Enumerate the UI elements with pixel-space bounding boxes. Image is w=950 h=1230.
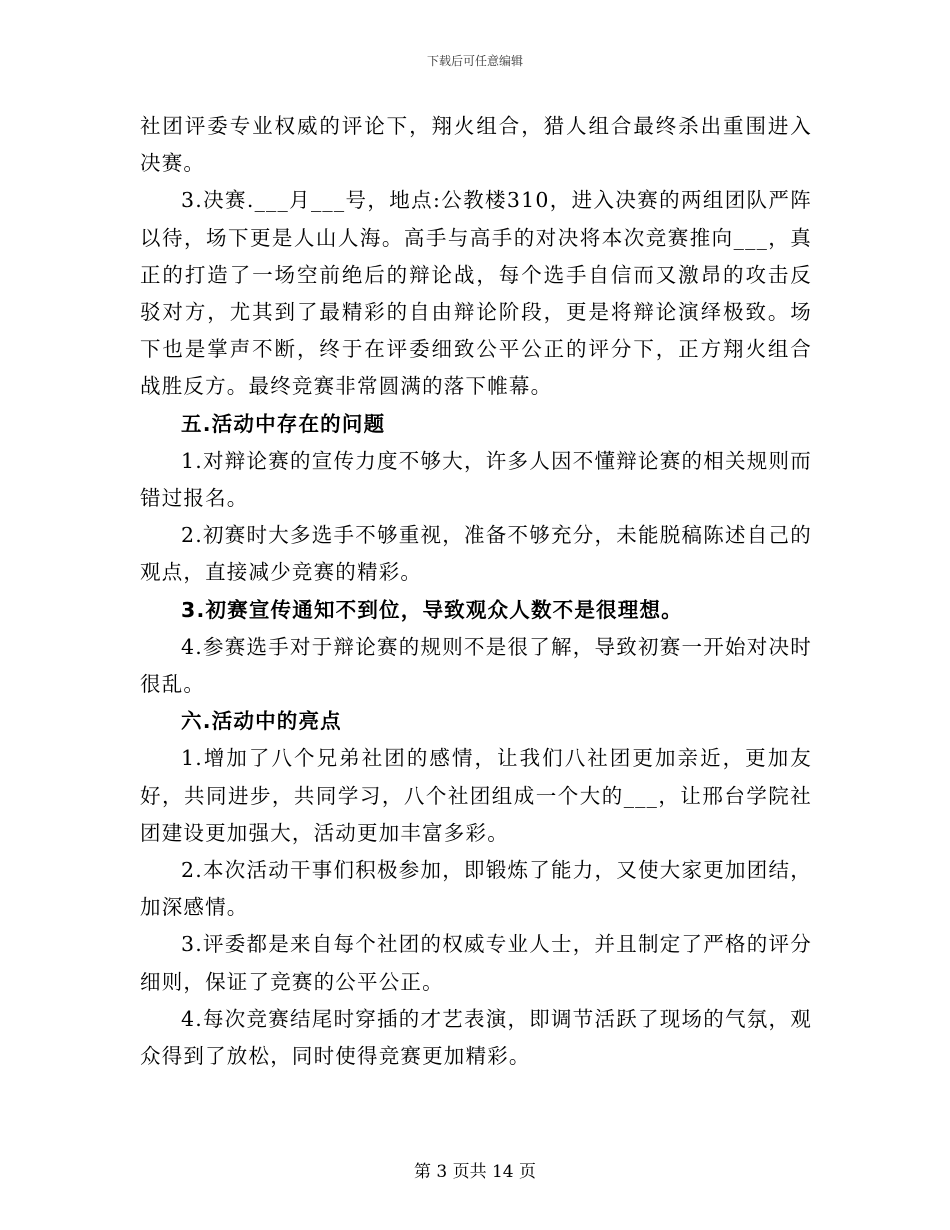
problem-item-2: 2.初赛时大多选手不够重视，准备不够充分，未能脱稿陈述自己的观点，直接减少竞赛的精彩。 bbox=[140, 523, 812, 585]
paragraph-continuation: 社团评委专业权威的评论下，翔火组合，猎人组合最终杀出重围进入决赛。 bbox=[140, 114, 812, 176]
problem-item-3: 3.初赛宣传通知不到位，导致观众人数不是很理想。 bbox=[181, 597, 683, 622]
section-heading-highlights: 六.活动中的亮点 bbox=[181, 709, 342, 734]
page-footer: 第 3 页共 14 页 bbox=[413, 1162, 537, 1182]
page-header: 下载后可任意编辑 bbox=[426, 54, 523, 68]
highlight-item-4: 4.每次竞赛结尾时穿插的才艺表演，即调节活跃了现场的气氛，观众得到了放松，同时使得竞赛更加精彩。 bbox=[140, 1006, 812, 1069]
highlight-item-2: 2.本次活动干事们积极参加，即锻炼了能力，又使大家更加团结，加深感情。 bbox=[140, 858, 812, 920]
highlight-item-1: 1.增加了八个兄弟社团的感情，让我们八社团更加亲近，更加友好，共同进步，共同学习，八个社团组成一个大的___，让邢台学院社团建设更加强大，活动更加丰富多彩。 bbox=[140, 746, 812, 845]
highlight-item-3: 3.评委都是来自每个社团的权威专业人士，并且制定了严格的评分细则，保证了竞赛的公平公正。 bbox=[140, 932, 812, 994]
section-heading-problems: 五.活动中存在的问题 bbox=[181, 411, 386, 436]
problem-item-4: 4.参赛选手对于辩论赛的规则不是很了解，导致初赛一开始对决时很乱。 bbox=[140, 634, 812, 697]
paragraph-final-round: 3.决赛.___月___号，地点:公教楼310，进入决赛的两组团队严阵以待，场下更是人山人海。高手与高手的对决将本次竞赛推向___，真正的打造了一场空前绝后的辩论战，每个选手自信而又激昂的攻击反驳对方，尤其到了最精彩的自由辩论阶段，更是将辩论演绎极致。场下也是掌声不断，终于在评委细致公平公正的评分下，正方翔火组合战胜反方。最终竞赛非常圆满的落下帷幕。 bbox=[140, 188, 812, 399]
document-body bbox=[140, 108, 812, 1075]
problem-item-1: 1.对辩论赛的宣传力度不够大，许多人因不懂辩论赛的相关规则而错过报名。 bbox=[140, 448, 812, 511]
